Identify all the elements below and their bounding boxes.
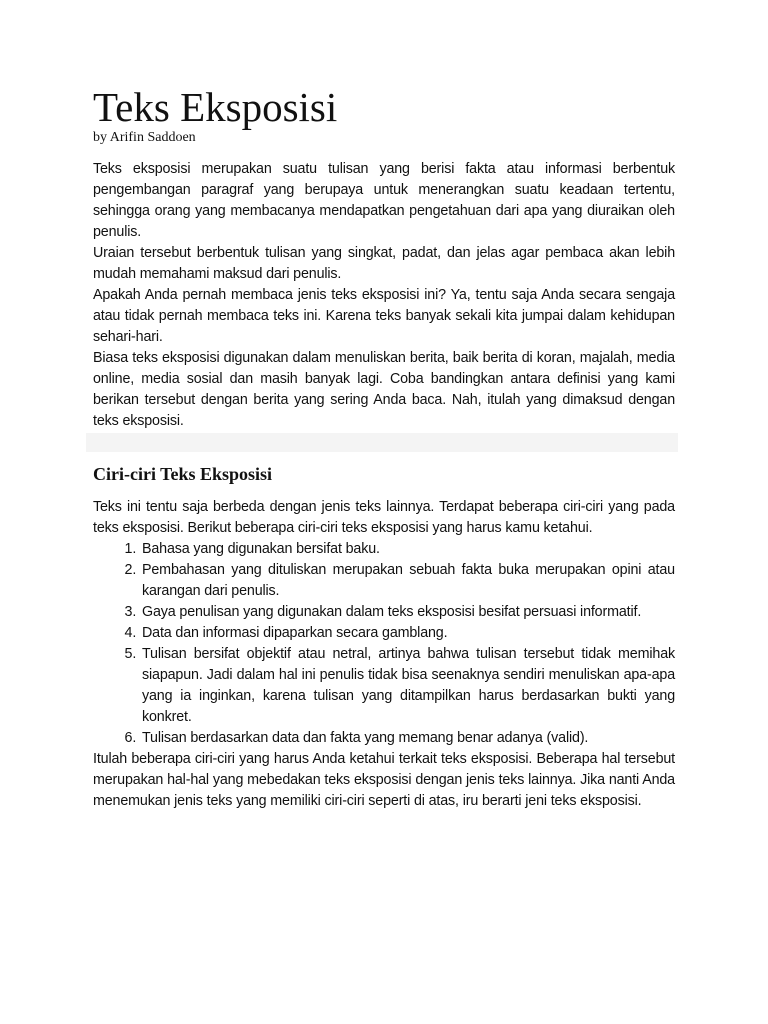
- list-item: 5. Tulisan bersifat objektif atau netral, artinya bahwa tulisan tersebut tidak memihak siapapun. Jadi dalam hal ini penulis tidak bisa seenaknya sendiri menuliskan apa-apa yang ia inginkan, karena tulisan yang ditampilkan harus berdasarkan bukti yang konkret.: [140, 644, 675, 728]
- document-header: [93, 84, 675, 432]
- section-divider: [86, 433, 678, 452]
- list-item: 2. Pembahasan yang dituliskan merupakan sebuah fakta buka merupakan opini atau karangan dari penulis.: [140, 560, 675, 602]
- author-byline: by Arifin Saddoen: [93, 130, 196, 145]
- intro-paragraph: Biasa teks eksposisi digunakan dalam menuliskan berita, baik berita di koran, majalah, media online, media sosial dan masih banyak lagi. Coba bandingkan antara definisi yang kami berikan tersebut dengan berita yang sering Anda baca. Nah, itulah yang dimaksud dengan teks eksposisi.: [93, 350, 675, 429]
- list-item: 1. Bahasa yang digunakan bersifat baku.: [140, 539, 675, 560]
- intro-body: [93, 159, 675, 432]
- characteristics-list: [93, 539, 675, 749]
- characteristics-section: [93, 462, 675, 812]
- document-title: Teks Eksposisi: [93, 84, 338, 130]
- section-heading: Ciri-ciri Teks Eksposisi: [93, 464, 273, 484]
- intro-paragraph: Teks eksposisi merupakan suatu tulisan yang berisi fakta atau informasi berbentuk pengembangan paragraf yang berupaya untuk menerangkan suatu keadaan tertentu, sehingga orang yang membacanya mendapatkan pengetahuan dari apa yang diuraikan oleh penulis.: [93, 161, 675, 240]
- list-item: 6. Tulisan berdasarkan data dan fakta yang memang benar adanya (valid).: [140, 728, 675, 749]
- closing-paragraph: Itulah beberapa ciri-ciri yang harus Anda ketahui terkait teks eksposisi. Beberapa hal tersebut merupakan hal-hal yang mebedakan teks eksposisi dengan jenis teks lainnya. Jika nanti Anda menemukan jenis teks yang memiliki ciri-ciri seperti di atas, iru berarti jeni teks eksposisi.: [93, 751, 675, 809]
- intro-paragraph: Apakah Anda pernah membaca jenis teks eksposisi ini? Ya, tentu saja Anda secara sengaja atau tidak pernah membaca teks ini. Karena teks banyak sekali kita jumpai dalam kehidupan sehari-hari.: [93, 287, 675, 345]
- intro-paragraph: Uraian tersebut berbentuk tulisan yang singkat, padat, dan jelas agar pembaca akan lebih mudah memahami maksud dari penulis.: [93, 245, 675, 282]
- section-lead: Teks ini tentu saja berbeda dengan jenis teks lainnya. Terdapat beberapa ciri-ciri yang pada teks eksposisi. Berikut beberapa ciri-ciri teks eksposisi yang harus kamu ketahui.: [93, 499, 675, 536]
- list-item: 4. Data dan informasi dipaparkan secara gamblang.: [140, 623, 675, 644]
- list-item: 3. Gaya penulisan yang digunakan dalam teks eksposisi besifat persuasi informatif.: [140, 602, 675, 623]
